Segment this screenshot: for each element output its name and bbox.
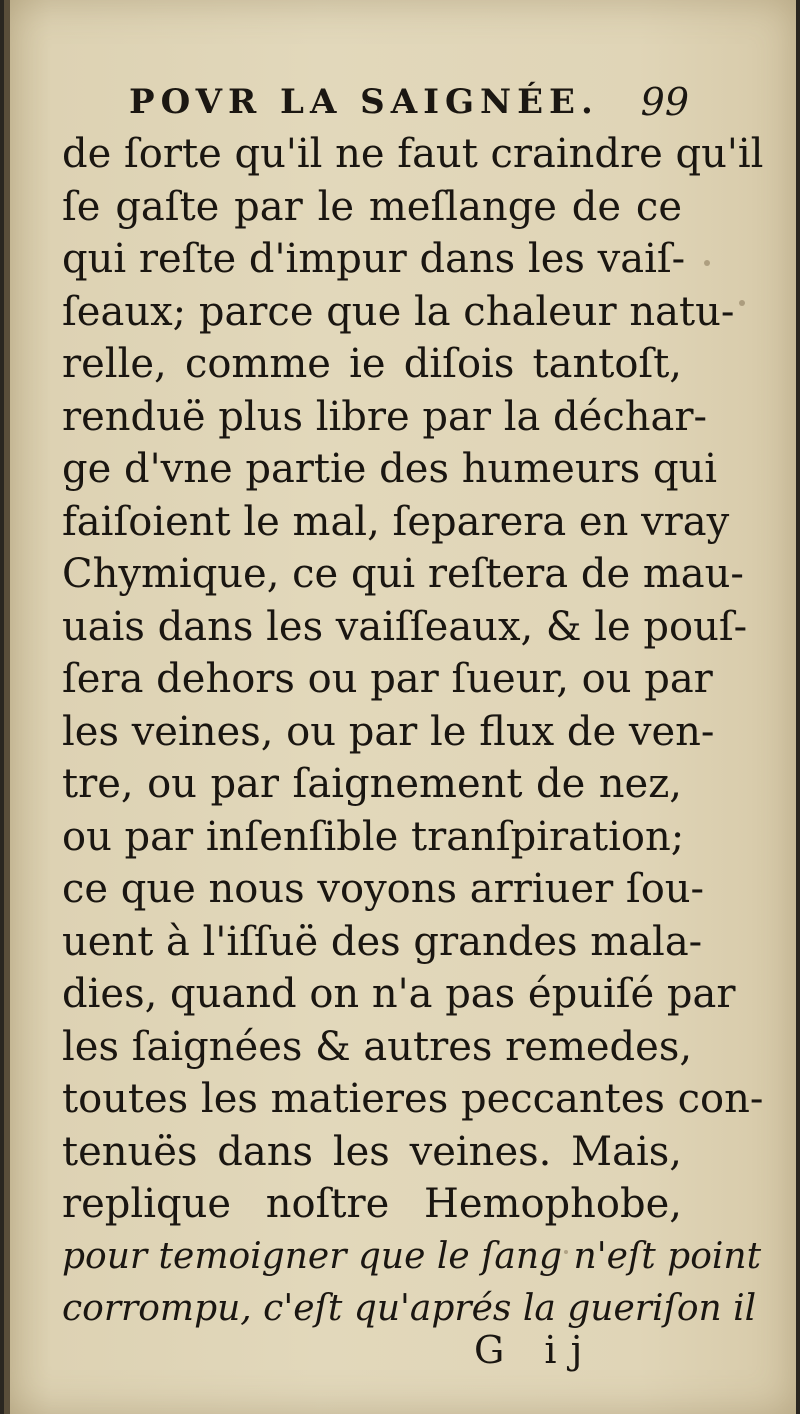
text-line: ou par inſenſible tranſpiration; bbox=[62, 813, 685, 860]
text-line: Chymique, ce qui reſtera de mau- bbox=[62, 551, 744, 597]
text-line: de ſorte qu'il ne faut craindre qu'il bbox=[62, 131, 764, 177]
page-number: 99 bbox=[640, 80, 689, 124]
text-line: toutes les matieres peccantes con- bbox=[62, 1076, 764, 1122]
text-line: tenuës dans les veines. Mais, bbox=[62, 1128, 682, 1175]
signature-mark: G ij bbox=[474, 1328, 597, 1372]
text-line: les veines, ou par le flux de ven- bbox=[62, 708, 715, 755]
text-line: renduë plus libre par la déchar- bbox=[62, 393, 707, 440]
page-header bbox=[129, 72, 689, 132]
text-line: uent à l'iſſuë des grandes mala- bbox=[62, 918, 703, 965]
text-line: les ſaignées & autres remedes, bbox=[62, 1023, 693, 1070]
italic-text-line: corrompu, c'eſt qu'aprés la gueriſon il bbox=[62, 1288, 757, 1329]
text-line: relle, comme ie diſois tantoſt, bbox=[62, 341, 682, 387]
text-line: ſe gaſte par le meſlange de ce bbox=[62, 183, 682, 230]
text-line: replique noſtre Hemophobe, bbox=[62, 1181, 682, 1227]
paper-speck bbox=[704, 260, 710, 266]
body-text bbox=[62, 128, 764, 1336]
text-line: ce que nous voyons arriuer ſou- bbox=[62, 866, 705, 912]
text-line: uais dans les vaiſſeaux, & le pouſ- bbox=[62, 603, 748, 650]
text-line: ge d'vne partie des humeurs qui bbox=[62, 446, 718, 492]
paper-speck bbox=[564, 1250, 568, 1254]
text-line: tre, ou par ſaignement de nez, bbox=[62, 761, 682, 807]
text-line: ſeaux; parce que la chaleur natu- bbox=[62, 288, 735, 335]
running-title: POVR LA SAIGNÉE. bbox=[129, 82, 599, 122]
text-line: qui reſte d'impur dans les vaiſ- bbox=[62, 236, 686, 282]
italic-text-line: pour temoigner que le ſang n'eſt point bbox=[62, 1235, 762, 1277]
text-line: faiſoient le mal, ſeparera en vray bbox=[62, 498, 730, 545]
text-line: ſera dehors ou par ſueur, ou par bbox=[62, 656, 713, 702]
page-gutter-edge bbox=[4, 0, 10, 1414]
text-line: dies, quand on n'a pas épuiſé par bbox=[62, 971, 736, 1017]
book-page bbox=[4, 0, 796, 1414]
paper-speck bbox=[739, 300, 745, 306]
